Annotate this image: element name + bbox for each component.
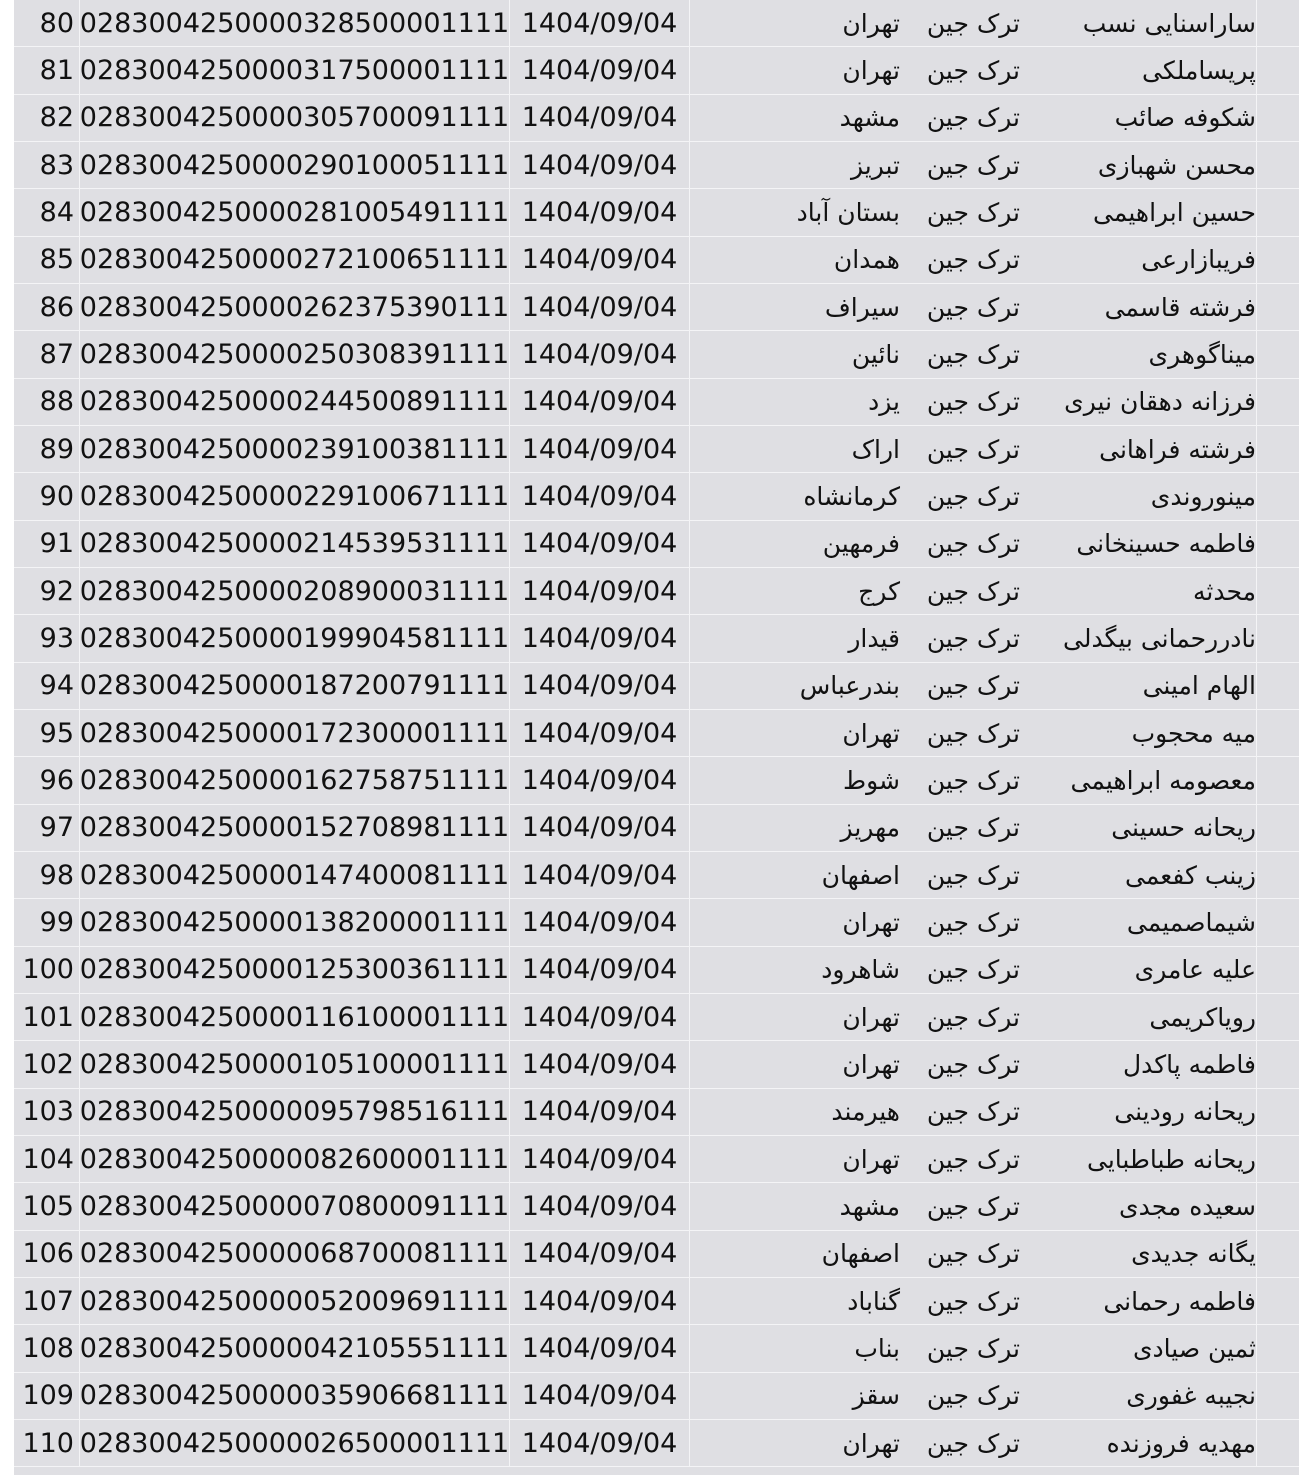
row-number[interactable]: 84 bbox=[14, 189, 80, 235]
tracking-code[interactable]: 0283004250000070800091111 bbox=[80, 1183, 510, 1229]
row-number[interactable]: 88 bbox=[14, 379, 80, 425]
date-cell[interactable]: 1404/09/04 bbox=[510, 1231, 690, 1277]
tracking-code[interactable]: 0283004250000239100381111 bbox=[80, 426, 510, 472]
empty-cell[interactable] bbox=[1256, 1420, 1299, 1466]
tracking-code[interactable]: 0283004250000042105551111 bbox=[80, 1325, 510, 1371]
empty-cell[interactable] bbox=[1256, 1278, 1299, 1324]
city-cell[interactable]: همدان bbox=[833, 245, 900, 275]
tracking-code[interactable]: 0283004250000082600001111 bbox=[80, 1136, 510, 1182]
name-cell[interactable]: پریساملکی bbox=[1142, 55, 1256, 85]
table-row[interactable] bbox=[14, 899, 1299, 946]
date-cell[interactable]: 1404/09/04 bbox=[510, 1183, 690, 1229]
tracking-code[interactable]: 0283004250000328500001111 bbox=[80, 0, 510, 46]
city-cell[interactable]: تهران bbox=[842, 1144, 900, 1174]
company-cell[interactable]: ترک جین bbox=[926, 55, 1020, 85]
table-body bbox=[14, 0, 1299, 1467]
city-cell[interactable]: تهران bbox=[842, 8, 900, 38]
company-cell[interactable]: ترک جین bbox=[926, 671, 1020, 701]
empty-cell[interactable] bbox=[1256, 1325, 1299, 1371]
table-row[interactable] bbox=[14, 852, 1299, 899]
company-cell[interactable]: ترک جین bbox=[926, 1381, 1020, 1411]
row-number[interactable]: 110 bbox=[14, 1420, 80, 1466]
company-cell[interactable]: ترک جین bbox=[926, 529, 1020, 559]
tracking-code[interactable]: 0283004250000244500891111 bbox=[80, 379, 510, 425]
name-cell[interactable]: ثمین صیادی bbox=[1132, 1333, 1256, 1363]
table-row[interactable] bbox=[14, 237, 1299, 284]
company-cell[interactable]: ترک جین bbox=[926, 765, 1020, 795]
table-row[interactable] bbox=[14, 1420, 1299, 1467]
empty-cell[interactable] bbox=[1256, 805, 1299, 851]
date-cell[interactable]: 1404/09/04 bbox=[510, 379, 690, 425]
table-row[interactable] bbox=[14, 521, 1299, 568]
table-row[interactable] bbox=[14, 426, 1299, 473]
table-row[interactable] bbox=[14, 947, 1299, 994]
table-row[interactable] bbox=[14, 189, 1299, 236]
name-cell[interactable]: فریبازارعی bbox=[1141, 245, 1256, 275]
name-cell[interactable]: سعیده مجدی bbox=[1119, 1191, 1256, 1221]
row-number[interactable]: 102 bbox=[14, 1041, 80, 1087]
city-cell[interactable]: اصفهان bbox=[821, 860, 900, 890]
empty-cell[interactable] bbox=[1256, 947, 1299, 993]
company-cell[interactable]: ترک جین bbox=[926, 1097, 1020, 1127]
city-cell[interactable]: گناباد bbox=[847, 1286, 900, 1316]
company-cell[interactable]: ترک جین bbox=[926, 1239, 1020, 1269]
date-cell[interactable]: 1404/09/04 bbox=[510, 95, 690, 141]
empty-cell[interactable] bbox=[1256, 568, 1299, 614]
date-cell[interactable]: 1404/09/04 bbox=[510, 663, 690, 709]
empty-cell[interactable] bbox=[1256, 994, 1299, 1040]
row-number[interactable]: 92 bbox=[14, 568, 80, 614]
row-number[interactable]: 91 bbox=[14, 521, 80, 567]
company-cell[interactable]: ترک جین bbox=[926, 1428, 1020, 1458]
name-cell[interactable]: شکوفه صائب bbox=[1114, 103, 1256, 133]
city-cell[interactable]: فرمهین bbox=[822, 529, 900, 559]
tracking-code[interactable]: 0283004250000305700091111 bbox=[80, 95, 510, 141]
company-cell[interactable]: ترک جین bbox=[926, 576, 1020, 606]
company-cell[interactable]: ترک جین bbox=[926, 481, 1020, 511]
date-cell[interactable]: 1404/09/04 bbox=[510, 1089, 690, 1135]
empty-cell[interactable] bbox=[1256, 1041, 1299, 1087]
row-number[interactable]: 101 bbox=[14, 994, 80, 1040]
city-cell[interactable]: یزد bbox=[868, 387, 900, 417]
name-cell[interactable]: ریحانه حسینی bbox=[1111, 813, 1256, 843]
date-cell[interactable]: 1404/09/04 bbox=[510, 331, 690, 377]
row-number[interactable]: 103 bbox=[14, 1089, 80, 1135]
table-row[interactable] bbox=[14, 994, 1299, 1041]
tracking-code[interactable]: 0283004250000147400081111 bbox=[80, 852, 510, 898]
row-number[interactable]: 90 bbox=[14, 473, 80, 519]
company-cell[interactable]: ترک جین bbox=[926, 103, 1020, 133]
row-number[interactable]: 87 bbox=[14, 331, 80, 377]
table-row[interactable] bbox=[14, 615, 1299, 662]
company-cell[interactable]: ترک جین bbox=[926, 1286, 1020, 1316]
date-cell[interactable]: 1404/09/04 bbox=[510, 284, 690, 330]
name-cell[interactable]: محدثه bbox=[1192, 576, 1256, 606]
date-cell[interactable]: 1404/09/04 bbox=[510, 757, 690, 803]
date-cell[interactable]: 1404/09/04 bbox=[510, 615, 690, 661]
name-cell[interactable]: مهدیه فروزنده bbox=[1106, 1428, 1256, 1458]
name-cell[interactable]: میناگوهری bbox=[1148, 339, 1256, 369]
empty-cell[interactable] bbox=[1256, 521, 1299, 567]
name-cell[interactable]: محسن شهبازی bbox=[1097, 150, 1256, 180]
name-cell[interactable]: زینب کفعمی bbox=[1125, 860, 1256, 890]
empty-cell[interactable] bbox=[1256, 426, 1299, 472]
date-cell[interactable]: 1404/09/04 bbox=[510, 1373, 690, 1419]
city-cell[interactable]: سقز bbox=[852, 1381, 900, 1411]
tracking-code[interactable]: 0283004250000035906681111 bbox=[80, 1373, 510, 1419]
empty-cell[interactable] bbox=[1256, 47, 1299, 93]
tracking-code[interactable]: 0283004250000172300001111 bbox=[80, 710, 510, 756]
company-cell[interactable]: ترک جین bbox=[926, 1191, 1020, 1221]
company-cell[interactable]: ترک جین bbox=[926, 150, 1020, 180]
empty-cell[interactable] bbox=[1256, 1373, 1299, 1419]
company-cell[interactable]: ترک جین bbox=[926, 1049, 1020, 1079]
name-cell[interactable]: فرشته قاسمی bbox=[1104, 292, 1256, 322]
tracking-code[interactable]: 0283004250000125300361111 bbox=[80, 947, 510, 993]
name-cell[interactable]: فاطمه رحمانی bbox=[1103, 1286, 1256, 1316]
date-cell[interactable]: 1404/09/04 bbox=[510, 947, 690, 993]
date-cell[interactable]: 1404/09/04 bbox=[510, 47, 690, 93]
row-number[interactable]: 82 bbox=[14, 95, 80, 141]
row-number[interactable]: 104 bbox=[14, 1136, 80, 1182]
table-row[interactable] bbox=[14, 95, 1299, 142]
table-row[interactable] bbox=[14, 1089, 1299, 1136]
table-row[interactable] bbox=[14, 663, 1299, 710]
name-cell[interactable]: ریحانه رودینی bbox=[1114, 1097, 1256, 1127]
city-cell[interactable]: تهران bbox=[842, 907, 900, 937]
tracking-code[interactable]: 0283004250000199904581111 bbox=[80, 615, 510, 661]
name-cell[interactable]: فرزانه دهقان نیری bbox=[1064, 387, 1256, 417]
row-number[interactable]: 99 bbox=[14, 899, 80, 945]
tracking-code[interactable]: 0283004250000250308391111 bbox=[80, 331, 510, 377]
date-cell[interactable]: 1404/09/04 bbox=[510, 142, 690, 188]
tracking-code[interactable]: 0283004250000317500001111 bbox=[80, 47, 510, 93]
city-cell[interactable]: بستان آباد bbox=[796, 197, 900, 227]
city-cell[interactable]: نائین bbox=[851, 339, 900, 369]
company-cell[interactable]: ترک جین bbox=[926, 623, 1020, 653]
tracking-code[interactable]: 0283004250000214539531111 bbox=[80, 521, 510, 567]
name-cell[interactable]: حسین ابراهیمی bbox=[1093, 197, 1256, 227]
tracking-code[interactable]: 0283004250000068700081111 bbox=[80, 1231, 510, 1277]
date-cell[interactable]: 1404/09/04 bbox=[510, 473, 690, 519]
city-cell[interactable]: تهران bbox=[842, 718, 900, 748]
row-number[interactable]: 95 bbox=[14, 710, 80, 756]
empty-cell[interactable] bbox=[1256, 142, 1299, 188]
city-cell[interactable]: قیدار bbox=[848, 623, 900, 653]
date-cell[interactable]: 1404/09/04 bbox=[510, 994, 690, 1040]
empty-cell[interactable] bbox=[1256, 189, 1299, 235]
tracking-code[interactable]: 0283004250000138200001111 bbox=[80, 899, 510, 945]
table-row[interactable] bbox=[14, 1278, 1299, 1325]
tracking-code[interactable]: 0283004250000208900031111 bbox=[80, 568, 510, 614]
company-cell[interactable]: ترک جین bbox=[926, 245, 1020, 275]
name-cell[interactable]: فاطمه پاکدل bbox=[1122, 1049, 1256, 1079]
company-cell[interactable]: ترک جین bbox=[926, 387, 1020, 417]
date-cell[interactable]: 1404/09/04 bbox=[510, 805, 690, 851]
row-number[interactable]: 80 bbox=[14, 0, 80, 46]
company-cell[interactable]: ترک جین bbox=[926, 434, 1020, 464]
tracking-code[interactable]: 0283004250000052009691111 bbox=[80, 1278, 510, 1324]
empty-cell[interactable] bbox=[1256, 663, 1299, 709]
city-cell[interactable]: تهران bbox=[842, 1428, 900, 1458]
date-cell[interactable]: 1404/09/04 bbox=[510, 852, 690, 898]
city-cell[interactable]: مشهد bbox=[839, 103, 900, 133]
name-cell[interactable]: شیماصمیمی bbox=[1126, 907, 1256, 937]
name-cell[interactable]: معصومه ابراهیمی bbox=[1070, 765, 1256, 795]
empty-cell[interactable] bbox=[1256, 852, 1299, 898]
empty-cell[interactable] bbox=[1256, 237, 1299, 283]
name-cell[interactable]: فاطمه حسینخانی bbox=[1076, 529, 1256, 559]
table-row[interactable] bbox=[14, 47, 1299, 94]
city-cell[interactable]: سیراف bbox=[824, 292, 900, 322]
empty-cell[interactable] bbox=[1256, 1183, 1299, 1229]
name-cell[interactable]: یگانه جدیدی bbox=[1131, 1239, 1256, 1269]
date-cell[interactable]: 1404/09/04 bbox=[510, 1278, 690, 1324]
city-cell[interactable]: تهران bbox=[842, 55, 900, 85]
city-cell[interactable]: هیرمند bbox=[831, 1097, 900, 1127]
table-row[interactable] bbox=[14, 805, 1299, 852]
tracking-code[interactable]: 0283004250000229100671111 bbox=[80, 473, 510, 519]
city-cell[interactable]: کرج bbox=[858, 576, 900, 606]
tracking-code[interactable]: 0283004250000162758751111 bbox=[80, 757, 510, 803]
company-cell[interactable]: ترک جین bbox=[926, 292, 1020, 322]
row-number[interactable]: 107 bbox=[14, 1278, 80, 1324]
empty-cell[interactable] bbox=[1256, 710, 1299, 756]
date-cell[interactable]: 1404/09/04 bbox=[510, 1136, 690, 1182]
empty-cell[interactable] bbox=[1256, 1089, 1299, 1135]
table-row[interactable] bbox=[14, 757, 1299, 804]
name-cell[interactable]: الهام امینی bbox=[1142, 671, 1256, 701]
table-row[interactable] bbox=[14, 0, 1299, 47]
company-cell[interactable]: ترک جین bbox=[926, 860, 1020, 890]
row-number[interactable]: 98 bbox=[14, 852, 80, 898]
tracking-code[interactable]: 0283004250000187200791111 bbox=[80, 663, 510, 709]
row-number[interactable]: 85 bbox=[14, 237, 80, 283]
row-number[interactable]: 100 bbox=[14, 947, 80, 993]
row-number[interactable]: 97 bbox=[14, 805, 80, 851]
table-row[interactable] bbox=[14, 142, 1299, 189]
empty-cell[interactable] bbox=[1256, 899, 1299, 945]
row-number[interactable]: 89 bbox=[14, 426, 80, 472]
row-number[interactable]: 105 bbox=[14, 1183, 80, 1229]
city-cell[interactable]: اراک bbox=[851, 434, 900, 464]
city-cell[interactable]: شاهرود bbox=[821, 955, 900, 985]
name-cell[interactable]: ریحانه طباطبایی bbox=[1086, 1144, 1256, 1174]
row-number[interactable]: 94 bbox=[14, 663, 80, 709]
company-cell[interactable]: ترک جین bbox=[926, 339, 1020, 369]
city-cell[interactable]: تهران bbox=[842, 1002, 900, 1032]
company-cell[interactable]: ترک جین bbox=[926, 197, 1020, 227]
date-cell[interactable]: 1404/09/04 bbox=[510, 426, 690, 472]
company-cell[interactable]: ترک جین bbox=[926, 907, 1020, 937]
tracking-code[interactable]: 0283004250000281005491111 bbox=[80, 189, 510, 235]
table-row[interactable] bbox=[14, 1136, 1299, 1183]
table-row[interactable] bbox=[14, 1041, 1299, 1088]
row-number[interactable]: 83 bbox=[14, 142, 80, 188]
tracking-code[interactable]: 0283004250000272100651111 bbox=[80, 237, 510, 283]
tracking-code[interactable]: 0283004250000026500001111 bbox=[80, 1420, 510, 1466]
row-number[interactable]: 106 bbox=[14, 1231, 80, 1277]
row-number[interactable]: 93 bbox=[14, 615, 80, 661]
table-row[interactable] bbox=[14, 710, 1299, 757]
date-cell[interactable]: 1404/09/04 bbox=[510, 1325, 690, 1371]
empty-cell[interactable] bbox=[1256, 0, 1299, 46]
date-cell[interactable]: 1404/09/04 bbox=[510, 0, 690, 46]
spreadsheet-table bbox=[14, 0, 1299, 1475]
empty-cell[interactable] bbox=[1256, 1231, 1299, 1277]
row-number[interactable]: 86 bbox=[14, 284, 80, 330]
company-cell[interactable]: ترک جین bbox=[926, 813, 1020, 843]
table-row[interactable] bbox=[14, 1373, 1299, 1420]
company-cell[interactable]: ترک جین bbox=[926, 1144, 1020, 1174]
city-cell[interactable]: کرمانشاه bbox=[803, 481, 900, 511]
name-cell[interactable]: رویاکریمی bbox=[1149, 1002, 1256, 1032]
company-cell[interactable]: ترک جین bbox=[926, 718, 1020, 748]
name-cell[interactable]: نجیبه غفوری bbox=[1126, 1381, 1256, 1411]
city-cell[interactable]: مشهد bbox=[839, 1191, 900, 1221]
name-cell[interactable]: فرشته فراهانی bbox=[1099, 434, 1256, 464]
table-row[interactable] bbox=[14, 331, 1299, 378]
date-cell[interactable]: 1404/09/04 bbox=[510, 237, 690, 283]
empty-cell[interactable] bbox=[1256, 615, 1299, 661]
date-cell[interactable]: 1404/09/04 bbox=[510, 521, 690, 567]
empty-cell[interactable] bbox=[1256, 757, 1299, 803]
tracking-code[interactable]: 0283004250000116100001111 bbox=[80, 994, 510, 1040]
city-cell[interactable]: بناب bbox=[854, 1333, 900, 1363]
tracking-code[interactable]: 0283004250000290100051111 bbox=[80, 142, 510, 188]
empty-cell[interactable] bbox=[1256, 331, 1299, 377]
city-cell[interactable]: تبریز bbox=[850, 150, 900, 180]
date-cell[interactable]: 1404/09/04 bbox=[510, 1041, 690, 1087]
tracking-code[interactable]: 0283004250000105100001111 bbox=[80, 1041, 510, 1087]
table-row[interactable] bbox=[14, 379, 1299, 426]
row-number[interactable]: 81 bbox=[14, 47, 80, 93]
empty-cell[interactable] bbox=[1256, 473, 1299, 519]
table-row[interactable] bbox=[14, 473, 1299, 520]
date-cell[interactable]: 1404/09/04 bbox=[510, 568, 690, 614]
tracking-code[interactable]: 0283004250000262375390111 bbox=[80, 284, 510, 330]
name-cell[interactable]: مینوروندی bbox=[1150, 481, 1256, 511]
empty-cell[interactable] bbox=[1256, 95, 1299, 141]
row-number[interactable]: 109 bbox=[14, 1373, 80, 1419]
name-cell[interactable]: ساراسنایی نسب bbox=[1082, 8, 1256, 38]
date-cell[interactable]: 1404/09/04 bbox=[510, 189, 690, 235]
city-cell[interactable]: تهران bbox=[842, 1049, 900, 1079]
table-row[interactable] bbox=[14, 284, 1299, 331]
city-cell[interactable]: بندرعباس bbox=[799, 671, 900, 701]
city-cell[interactable]: شوط bbox=[843, 765, 900, 795]
tracking-code[interactable]: 0283004250000095798516111 bbox=[80, 1089, 510, 1135]
company-cell[interactable]: ترک جین bbox=[926, 1333, 1020, 1363]
name-cell[interactable]: نادررحمانی بیگدلی bbox=[1062, 623, 1256, 653]
date-cell[interactable]: 1404/09/04 bbox=[510, 710, 690, 756]
company-cell[interactable]: ترک جین bbox=[926, 1002, 1020, 1032]
city-cell[interactable]: مهریز bbox=[840, 813, 900, 843]
table-row[interactable] bbox=[14, 568, 1299, 615]
empty-cell[interactable] bbox=[1256, 284, 1299, 330]
company-cell[interactable]: ترک جین bbox=[926, 955, 1020, 985]
company-cell[interactable]: ترک جین bbox=[926, 8, 1020, 38]
date-cell[interactable]: 1404/09/04 bbox=[510, 1420, 690, 1466]
table-row[interactable] bbox=[14, 1325, 1299, 1372]
name-cell[interactable]: علیه عامری bbox=[1134, 955, 1256, 985]
row-number[interactable]: 108 bbox=[14, 1325, 80, 1371]
date-cell[interactable]: 1404/09/04 bbox=[510, 899, 690, 945]
table-row[interactable] bbox=[14, 1231, 1299, 1278]
city-cell[interactable]: اصفهان bbox=[821, 1239, 900, 1269]
row-number[interactable]: 96 bbox=[14, 757, 80, 803]
table-row[interactable] bbox=[14, 1183, 1299, 1230]
name-cell[interactable]: میه محجوب bbox=[1131, 718, 1256, 748]
tracking-code[interactable]: 0283004250000152708981111 bbox=[80, 805, 510, 851]
empty-cell[interactable] bbox=[1256, 1136, 1299, 1182]
empty-cell[interactable] bbox=[1256, 379, 1299, 425]
